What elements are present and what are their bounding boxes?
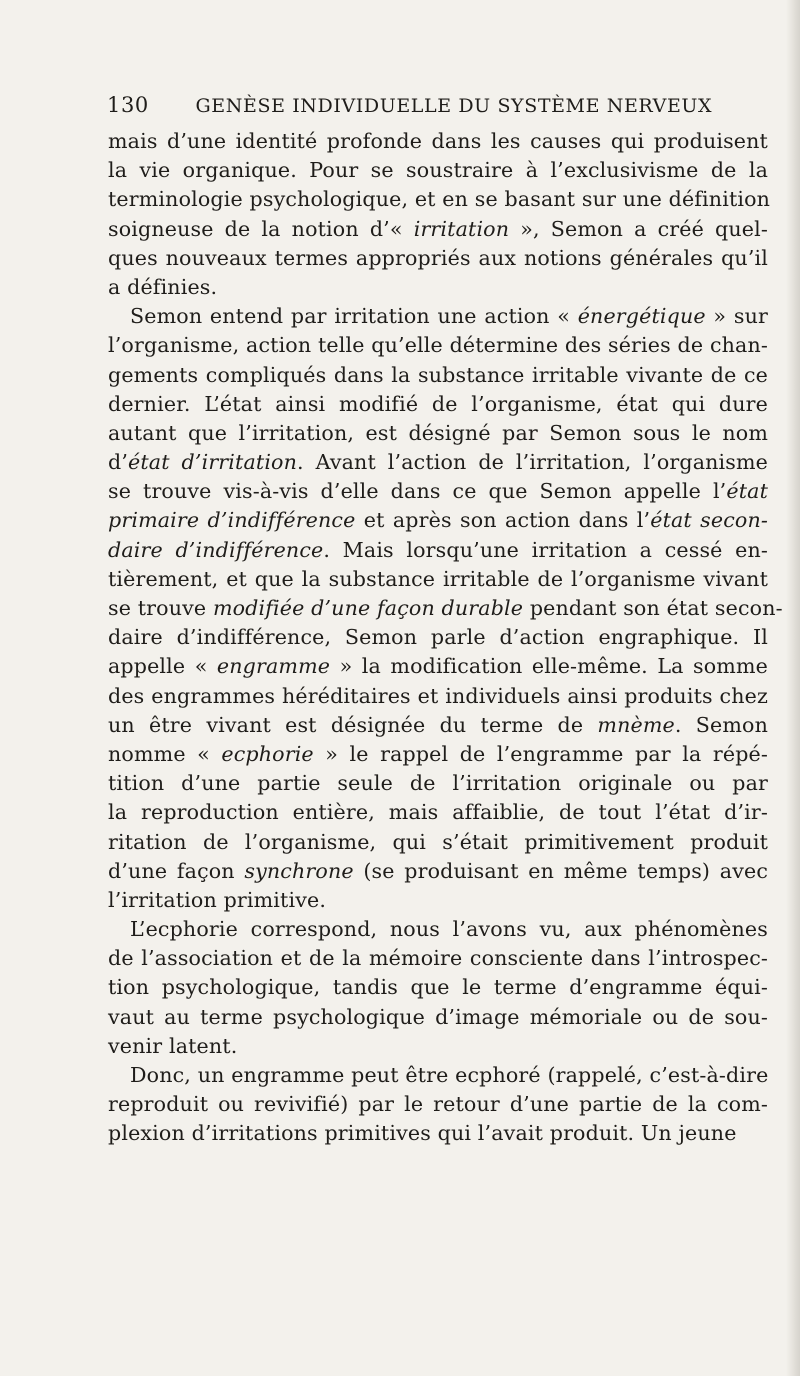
text-line: terminologie psychologique, et en se basant sur une définition xyxy=(108,187,771,212)
text-line: tièrement, et que la substance irritable de l’organisme vivant xyxy=(108,566,768,591)
italic-term: irritation xyxy=(413,216,510,241)
text-line xyxy=(108,506,768,535)
text-segment: » la modification elle-même. La somme xyxy=(330,654,768,679)
text-segment: », Semon a créé quel- xyxy=(509,216,768,241)
italic-term: daire d’indifférence xyxy=(108,537,324,562)
text-line: tion psychologique, tandis que le terme d’engramme équi- xyxy=(108,975,768,1000)
text-line xyxy=(108,536,768,565)
text-line: mais d’une identité profonde dans les causes qui produisent xyxy=(108,129,768,153)
text-line xyxy=(108,740,768,769)
text-line: reproduit ou revivifié) par le retour d’une partie de la com- xyxy=(108,1092,768,1117)
page-edge-shadow xyxy=(786,0,800,1376)
text-segment: . Mais lorsqu’une irritation a cessé en- xyxy=(323,537,768,562)
text-line xyxy=(108,302,768,331)
text-line: venir latent. xyxy=(108,1033,238,1058)
text-line xyxy=(108,215,768,244)
italic-term: engramme xyxy=(216,654,331,679)
text-segment: nomme « xyxy=(108,741,222,766)
text-segment: se trouve xyxy=(108,596,213,620)
text-segment: soigneuse de la notion d’« xyxy=(108,216,414,241)
italic-term: mnème xyxy=(597,712,675,737)
text-line: de l’association et de la mémoire consciente dans l’introspec- xyxy=(108,946,768,971)
text-line: la vie organique. Pour se soustraire à l’exclusivisme de la xyxy=(108,158,768,183)
italic-term: état d’irritation xyxy=(128,450,298,475)
text-line: daire d’indifférence, Semon parle d’action engraphique. Il xyxy=(108,625,768,650)
text-line: dernier. L’état ainsi modifié de l’organisme, état qui dure xyxy=(108,391,768,416)
text-segment: d’ xyxy=(108,450,129,475)
italic-term: modifiée d’une façon durable xyxy=(212,596,524,620)
text-segment: Semon entend par irritation une action « xyxy=(130,304,578,329)
running-header xyxy=(107,93,767,117)
text-line: plexion d’irritations primitives qui l’avait produit. Un jeune xyxy=(108,1121,737,1146)
text-line: Donc, un engramme peut être ecphoré (rappelé, c’est-à-dire xyxy=(130,1063,769,1087)
text-segment: (se produisant en même temps) avec xyxy=(353,858,769,883)
text-line: vaut au terme psychologique d’image mémoriale ou de sou- xyxy=(108,1004,768,1029)
text-segment: un être vivant est désignée du terme de xyxy=(108,712,598,737)
text-segment: » le rappel de l’engramme par la répé- xyxy=(313,741,769,766)
text-line: ques nouveaux termes appropriés aux notions générales qu’il xyxy=(108,245,768,270)
body-text xyxy=(108,127,783,1149)
text-line: l’irritation primitive. xyxy=(108,887,327,912)
text-segment: pendant son état secon- xyxy=(523,596,783,620)
text-segment: . Semon xyxy=(674,712,768,737)
italic-term: ecphorie xyxy=(221,741,314,766)
page-number: 130 xyxy=(107,93,149,117)
italic-term: synchrone xyxy=(244,858,354,883)
text-line: L’ecphorie correspond, nous l’avons vu, aux phénomènes xyxy=(130,917,768,942)
text-segment: se trouve vis-à-vis d’elle dans ce que Semon appelle l’ xyxy=(108,479,727,504)
text-line: tition d’une partie seule de l’irritation originale ou par xyxy=(108,771,768,796)
text-line: a définies. xyxy=(108,274,218,299)
text-line xyxy=(108,857,768,886)
text-line: ritation de l’organisme, qui s’était primitivement produit xyxy=(108,829,768,854)
text-line: des engrammes héréditaires et individuels ainsi produits chez xyxy=(108,683,768,708)
text-line xyxy=(108,652,768,681)
text-segment: » sur xyxy=(705,304,768,329)
text-line: la reproduction entière, mais affaiblie, de tout l’état d’ir- xyxy=(108,800,768,825)
italic-term: état xyxy=(726,479,768,504)
text-line: gements compliqués dans la substance irritable vivante de ce xyxy=(108,362,768,387)
text-line xyxy=(108,594,783,623)
text-line xyxy=(108,448,768,477)
text-segment: d’une façon xyxy=(108,858,245,883)
italic-term: primaire d’indifférence xyxy=(108,508,356,533)
text-segment: . Avant l’action de l’irritation, l’organisme xyxy=(297,450,768,475)
italic-term: énergétique xyxy=(577,304,706,329)
text-line: l’organisme, action telle qu’elle détermine des séries de chan- xyxy=(108,333,768,358)
text-line: autant que l’irritation, est désigné par Semon sous le nom xyxy=(108,420,768,445)
text-line xyxy=(108,711,768,740)
italic-term: état secon- xyxy=(650,508,768,533)
text-line xyxy=(108,477,768,506)
running-title: GENÈSE INDIVIDUELLE DU SYSTÈME NERVEUX xyxy=(195,95,713,117)
text-segment: appelle « xyxy=(108,654,217,679)
text-segment: et après son action dans l’ xyxy=(355,508,651,533)
